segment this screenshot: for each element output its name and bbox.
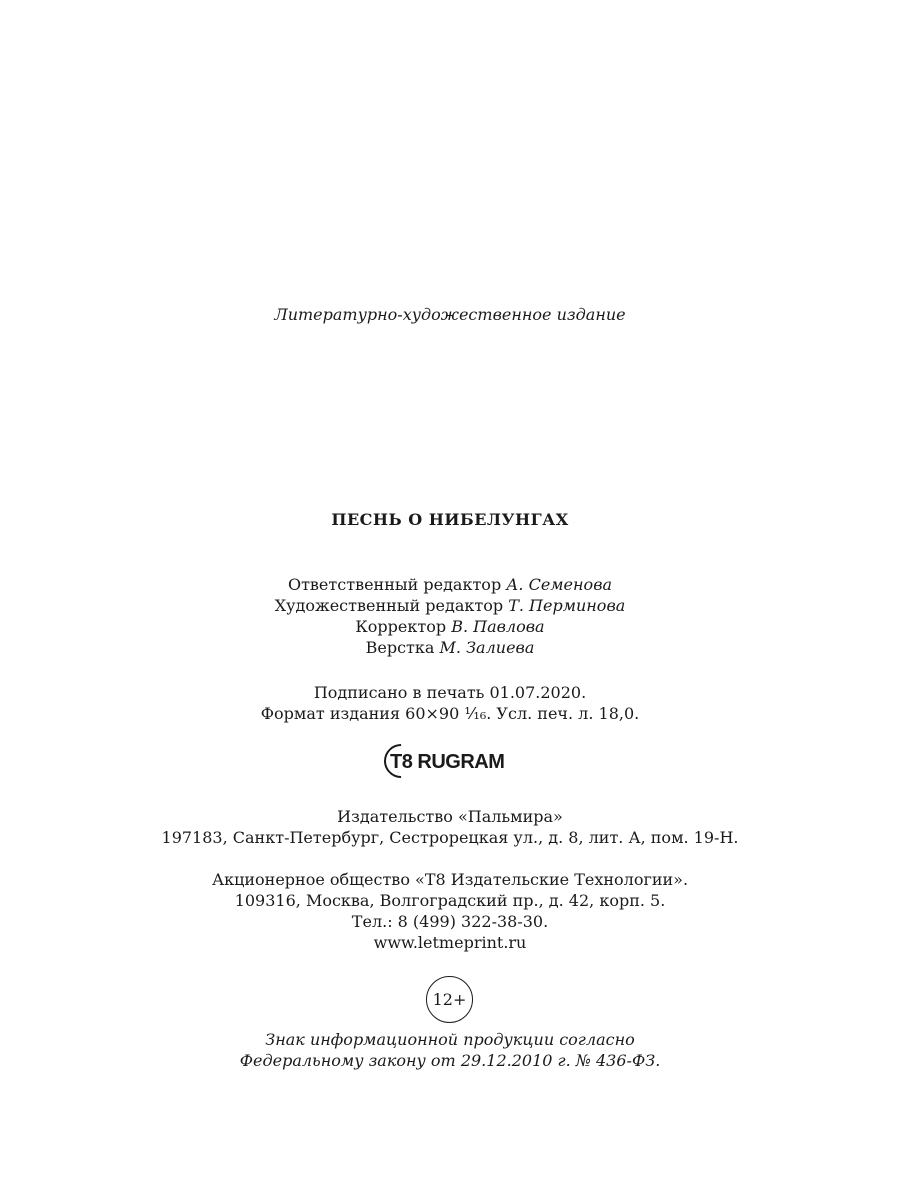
printer-website: www.letmeprint.ru	[373, 933, 527, 952]
notice-line: Знак информационной продукции согласно	[265, 1030, 635, 1049]
age-rating-badge: 12+	[426, 976, 473, 1023]
printer-block	[0, 869, 900, 953]
notice-line: Федеральному закону от 29.12.2010 г. № 436-ФЗ.	[239, 1051, 661, 1070]
credit-role: Ответственный редактор	[287, 575, 502, 594]
publisher-logo	[384, 743, 516, 783]
credit-name: М. Залиева	[439, 638, 535, 657]
credit-line	[0, 574, 900, 595]
print-info-block	[0, 682, 900, 724]
publisher-block	[0, 806, 900, 848]
book-title: ПЕСНЬ О НИБЕЛУНГАХ	[331, 510, 569, 529]
credit-line	[0, 616, 900, 637]
publisher-name: Издательство «Пальмира»	[337, 807, 563, 826]
credit-role: Художественный редактор	[274, 596, 504, 615]
printer-address: 109316, Москва, Волгоградский пр., д. 42, корп. 5.	[234, 891, 666, 910]
print-format: Формат издания 60×90 ¹⁄₁₆. Усл. печ. л. 18,0.	[260, 704, 640, 723]
credit-name: А. Семенова	[506, 575, 613, 594]
credit-name: В. Павлова	[451, 617, 545, 636]
printer-phone: Тел.: 8 (499) 322-38-30.	[351, 912, 549, 931]
credit-role: Корректор	[355, 617, 447, 636]
credits-block	[0, 574, 900, 658]
genre-label: Литературно-художественное издание	[274, 305, 626, 324]
credit-line	[0, 595, 900, 616]
logo-text: T8 RUGRAM	[390, 751, 505, 773]
credit-name: Т. Перминова	[508, 596, 626, 615]
credit-role: Верстка	[365, 638, 435, 657]
info-notice	[0, 1029, 900, 1071]
publisher-address: 197183, Санкт-Петербург, Сестрорецкая ул., д. 8, лит. А, пом. 19-Н.	[161, 828, 739, 847]
printer-name: Акционерное общество «Т8 Издательские Технологии».	[211, 870, 689, 889]
credit-line	[0, 637, 900, 658]
signed-date: Подписано в печать 01.07.2020.	[313, 683, 587, 702]
